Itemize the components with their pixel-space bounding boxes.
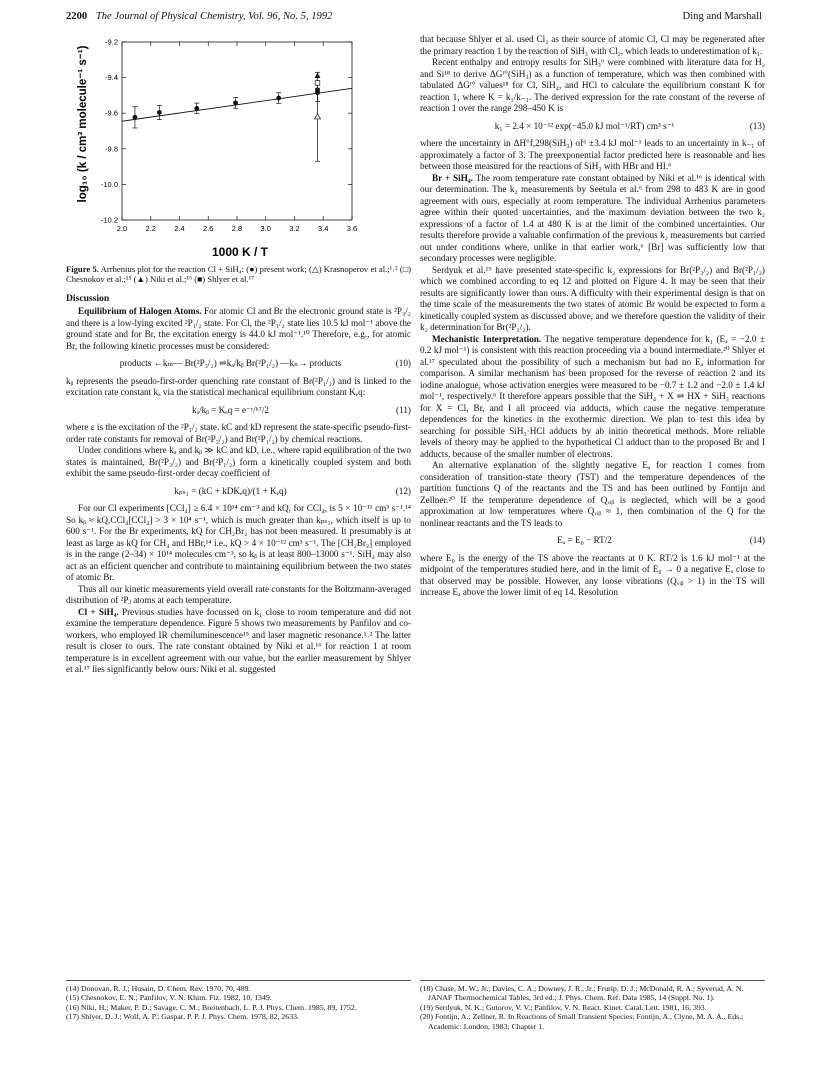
discussion-heading: Discussion	[66, 292, 110, 304]
paragraph: An alternative explanation of the slightly negative Eₐ for reaction 1 comes from consideration of transition-state theory (TST) and the temperature dependences of the partition functions Q of the reactants and the TS and has been outlined by Fontijn and Zellner.²⁰ If the temperature dependence of Qᵥᵢᵦ is neglected, which will be a good approximation at low temperatures where Qᵥᵢᵦ ≈ 1, then combination of the Q for the nonlinear reactants and the TS leads to	[420, 460, 765, 528]
page-header	[66, 11, 762, 27]
equation-number: (14)	[749, 535, 765, 545]
x-tick-label: 2.0	[116, 224, 128, 233]
footnote: (15) Chesnokov, E. N.; Panfilov, V. N. Khim. Fiz. 1982, 10, 1349.	[66, 993, 272, 1003]
footnote: (14) Donovan, R. J.; Husain, D. Chem. Rev. 1970, 70, 489.	[66, 984, 251, 993]
x-tick-label: 3.2	[289, 224, 300, 233]
arrhenius-plot	[66, 34, 411, 262]
journal-citation: The Journal of Physical Chemistry, Vol. 96, No. 5, 1992	[95, 11, 333, 22]
footnote: (17) Shlyer, D. J.; Wolf, A. P.; Gaspar, P. P. J. Phys. Chem. 1978, 82, 2633.	[66, 1012, 299, 1022]
paragraph: For our Cl experiments [CCl₄] ≥ 6.4 × 10¹⁴ cm⁻³ and kQ, for CCl₄, is 5 × 10⁻¹¹ cm³ s⁻¹.¹⁴ So kᵦ ≈ kQ,CCl₄[CCl₄] > 3 × 10⁴ s⁻¹, which is much greater than kₚₛ₁, which itself is up to 600 s⁻¹. For the Br experiments, kQ for CH₂Br₂ has not been measured. It presumably is at least as large as kQ for CH₄ and HBr,¹⁴ i.e., kQ > 4 × 10⁻¹² cm³ s⁻¹. The [CH₂Br₂] employed is in the range (2–34) × 10¹⁴ molecules cm⁻³, so kᵦ is at least 800–13000 s⁻¹. SiH₄ may also act as an efficient quencher and contribute to maintaining equilibrium between the two states of atomic Br.	[66, 503, 411, 583]
figure-5	[66, 34, 411, 262]
running-authors: Ding and Marshall	[682, 11, 762, 22]
y-axis-label: log₁₀ (k / cm³ molecule⁻¹ s⁻¹)	[77, 45, 89, 203]
x-tick-label: 2.2	[145, 224, 156, 233]
data-point-present-work	[233, 100, 238, 105]
equation-number: (10)	[395, 358, 411, 369]
footnotes-left	[66, 980, 411, 1022]
y-tick-label: -10.2	[100, 215, 118, 225]
footnotes-right	[420, 980, 765, 1031]
x-tick-label: 2.4	[174, 224, 185, 233]
x-axis-label: 1000 K / T	[211, 245, 269, 259]
footnote: (18) Chase, M. W., Jr.; Davies, C. A.; Downey, J. R., Jr.; Frurip, D. J.; McDonald, R. A.; Syverud, A. N. JANAF Thermochemical Tables, 3rd ed.; J. Phys. Chem. Ref. Data 1985, 14 (Suppl. No. 1).	[420, 984, 744, 1003]
paragraph	[420, 173, 765, 265]
paragraph-text: The room temperature rate constant obtained by Niki et al.¹⁶ is identical with our determination. The k₂ measurements by Seetula et al.⁶ from 298 to 483 K are in good agreement with ours, especially at room temperature. The individual Arrhenius parameters agree within their quoted uncertainties, and the maximum deviation between the two k₂ expressions of a factor of 1.4 at 480 K is at the limit of the combined uncertainties. Our results therefore provide a valuable confirmation of the previous k₂ measurements but carried out under conditions where, unlike in that earlier work,⁶ [Br] was sufficiently low that secondary processes were negligible.	[420, 172, 766, 263]
data-point-present-work	[157, 110, 162, 115]
data-point-niki	[315, 73, 321, 78]
footnote: (19) Serdyuk, N. K.; Gutorov, V. V.; Panfilov, V. N. React. Kinet. Catal. Lett. 1981, 16, 393.	[420, 1002, 707, 1012]
paragraph: that because Shlyer et al. used Cl₂ as their source of atomic Cl, Cl may be regenerated after the primary reaction 1 by the reaction of SiH₃ with Cl₂, which leads to underestimation of k₁.	[420, 34, 765, 56]
footnote-rule	[420, 980, 765, 981]
equation-expression: k₁ = 2.4 × 10⁻¹² exp(−45.0 kJ mol⁻¹/RT) cm³ s⁻¹	[494, 120, 675, 131]
equation-expression: Eₐ = E₀ − RT/2	[557, 535, 612, 545]
paragraph	[66, 607, 411, 676]
left-column	[66, 34, 411, 676]
data-point-present-work	[276, 96, 281, 101]
paragraph: where E₀ is the energy of the TS above the reactants at 0 K. RT/2 is 1.6 kJ mol⁻¹ at the midpoint of the temperatures studied here, and in the limit of E₀ → 0 a negative Eₐ close to that observed may be possible. However, any loose vibrations (Qᵥᵢᵦ > 1) in the TS will increase Eₐ above the lower limit of eq 14. Resolution	[420, 552, 765, 597]
equation-number: (13)	[749, 120, 765, 131]
footnote: (16) Niki, H.; Maker, P. D.; Savage, C. M.; Breitenbach, L. P. J. Phys. Chem. 1985, 89, 1752.	[66, 1002, 357, 1012]
equation-number: (11)	[396, 404, 411, 415]
paragraph	[420, 334, 765, 461]
x-tick-label: 3.4	[318, 224, 329, 233]
paragraph: Thus all our kinetic measurements yield overall rate constants for the Boltzmann-averaged distribution of ²Pⱼ atoms at each temperature.	[66, 583, 411, 606]
data-point-present-work	[194, 106, 199, 111]
x-tick-label: 3.6	[346, 224, 358, 233]
paragraph-text: For atomic Cl and Br the electronic ground state is ²P₃/₂ and there is a low-lying excited ²P₁/₂ state. For Cl, the ²P₁/₂ state lies 10.5 kJ mol⁻¹ above the ground state and for Br, the excitation energy is 44.0 kJ mol⁻¹.¹⁰ Therefore, e.g., for atomic Br, the following kinetic processes must be considered:	[66, 306, 411, 351]
data-point-present-work	[133, 115, 138, 120]
page-number: 2200	[66, 11, 88, 22]
y-tick-label: -9.4	[105, 73, 118, 83]
footnote-rule	[66, 980, 411, 981]
figure-caption	[66, 264, 411, 285]
paragraph: Under conditions where kₐ and kᵦ ≫ kC and kD, i.e., where rapid equilibration of the two states is maintained, Br(²P₃/₂) and Br(²P₁/₂) form a kinetically coupled system and both exhibit the same pseudo-first-order decay coefficient of	[66, 445, 411, 479]
run-in-heading: Mechanistic Interpretation.	[432, 333, 542, 344]
paragraph: Recent enthalpy and entropy results for SiH₃⁶ were combined with literature data for H₂ and Si¹⁸ to derive ΔGᶠ°(SiH₃) as a function of temperature, which was then combined with tabulated ΔGᶠ° values¹⁸ for Cl, SiH₄, and HCl to calculate the equilibrium constant K for reaction 1, where K = k₁/k₋₁. The derived expression for the rate constant of the reverse of reaction 1 over the range 298–450 K is	[420, 57, 765, 113]
data-point-shlyer	[315, 88, 320, 93]
equation-11	[66, 405, 411, 417]
equation-expression: kₚₛ₁ = (kC + kDKₑq)/(1 + Kₑq)	[174, 485, 287, 496]
paragraph: Serdyuk et al.¹⁹ have presented state-specific k₂ expressions for Br(²P₃/₂) and Br(²P₁/₂) which we combined according to eq 12 and plotted on Figure 4. It may be seen that their results are significantly lower than ours. A difficulty with their experimental design is that on the time scale of the measurements the two states of atomic Br would be expected to form a kinetically coupled system as discussed above, and we therefore question the validity of their k₂ determination for Br(²P₁/₂).	[420, 264, 765, 332]
caption-label: Figure 5.	[66, 264, 99, 274]
y-tick-label: -9.8	[105, 144, 118, 154]
data-point-chesnokov	[315, 81, 320, 86]
y-tick-label: -10.0	[100, 179, 118, 189]
y-tick-label: -9.2	[105, 37, 118, 47]
y-tick-label: -9.6	[105, 108, 118, 118]
equation-expression: kₐ/kᵦ = Kₑq = e⁻ᵋ/ᵏᵀ/2	[191, 404, 270, 415]
paragraph: where ε is the excitation of the ²P₁/₂ state. kC and kD represent the state-specific pseudo-first-order rate constants for removal of Br(²P₃/₂) and Br(²P₁/₂) by chemical reactions.	[66, 422, 411, 444]
run-in-heading: Equilibrium of Halogen Atoms.	[78, 306, 202, 317]
paragraph	[66, 306, 411, 352]
caption-text: Arrhenius plot for the reaction Cl + SiH₄: (●) present work; (△) Krasnoperov et al.;¹˒² (□) Chesnokov et al.;¹⁵ (▲) Niki et al.;¹⁶ (■) Shlyer et al.¹⁷	[66, 264, 412, 285]
x-tick-label: 3.0	[260, 224, 271, 233]
footnote: (20) Fontijn, A.; Zellner, R. In Reactions of Small Transient Species; Fontijn, A., Clyne, M. A. A., Eds.; Academic: London, 1983; Chapter 1.	[420, 1012, 744, 1031]
equation-number: (12)	[395, 485, 411, 496]
equation-12	[66, 486, 411, 498]
run-in-heading: Br + SiH₄.	[432, 172, 473, 183]
equation-expression: products ←kₘ— Br(²P₃/₂) ⇌kₐ/kᵦ Br(²P₁/₂) —kₙ→ products	[119, 358, 342, 369]
x-tick-label: 2.8	[231, 224, 243, 233]
equation-13	[420, 121, 765, 133]
equation-10	[66, 358, 411, 370]
paragraph: kᵦ represents the pseudo-first-order quenching rate constant of Br(²P₁/₂) and is linked to the excitation rate constant kₐ via the statistical mechanical equilibrium constant Kₑq:	[66, 375, 411, 398]
equation-14	[420, 535, 765, 547]
paragraph-text: The negative temperature dependence for k₁ (Eₐ = −2.0 ± 0.2 kJ mol⁻¹) is consistent with this reaction proceeding via a bound intermediate.²⁰ Shlyer et al.¹⁷ speculated about the possibility of such a mechanism but had no Eₐ information for comparison. A similar mechanism has been proposed for the reverse of reaction 2 and its iodine analogue, whose activation energies were measured to be −0.7 ± 1.2 and −2.0 ± 1.4 kJ mol⁻¹, respectively.⁶ It therefore appears possible that the SiH₄ + X ⇌ HX + SiH₃ reactions for X = Cl, Br, and I all proceed via adducts, which cause the negative temperature dependences for the kinetics in the exothermic direction. We plan to test this idea by searching for possible SiH₃·HCl adducts by ab initio theoretical methods. More reliable levels of theory may be applied to the hypothetical Cl adduct than to the proposed Br and I adducts, because of the smaller number of electrons.	[420, 333, 765, 459]
x-tick-label: 2.6	[203, 224, 214, 233]
right-column	[420, 34, 765, 599]
run-in-heading: Cl + SiH₄.	[78, 606, 119, 617]
paragraph: where the uncertainty in ΔH°f,298(SiH₃) of⁶ ±3.4 kJ mol⁻¹ leads to an uncertainty in k₋₁ of approximately a factor of 3. The preexponential factor predicted here is reasonable and lies between those measured for the reactions of SiH₃ with HBr and HI.⁶	[420, 138, 765, 171]
data-point-krasnoperov	[315, 114, 321, 119]
paragraph-text: Previous studies have focussed on k₁ close to room temperature and did not examine the temperature dependence. Figure 5 shows two measurements by Panfilov and co-workers, who employed IR chemiluminescence¹⁵ and laser magnetic resonance.¹˒² The latter result is closer to ours. The rate constant obtained by Niki et al.¹⁶ for reaction 1 at room temperature is in excellent agreement with our value, but the earlier measurement by Shlyer et al.¹⁷ lies significantly below ours. Niki et al. suggested	[66, 606, 411, 675]
